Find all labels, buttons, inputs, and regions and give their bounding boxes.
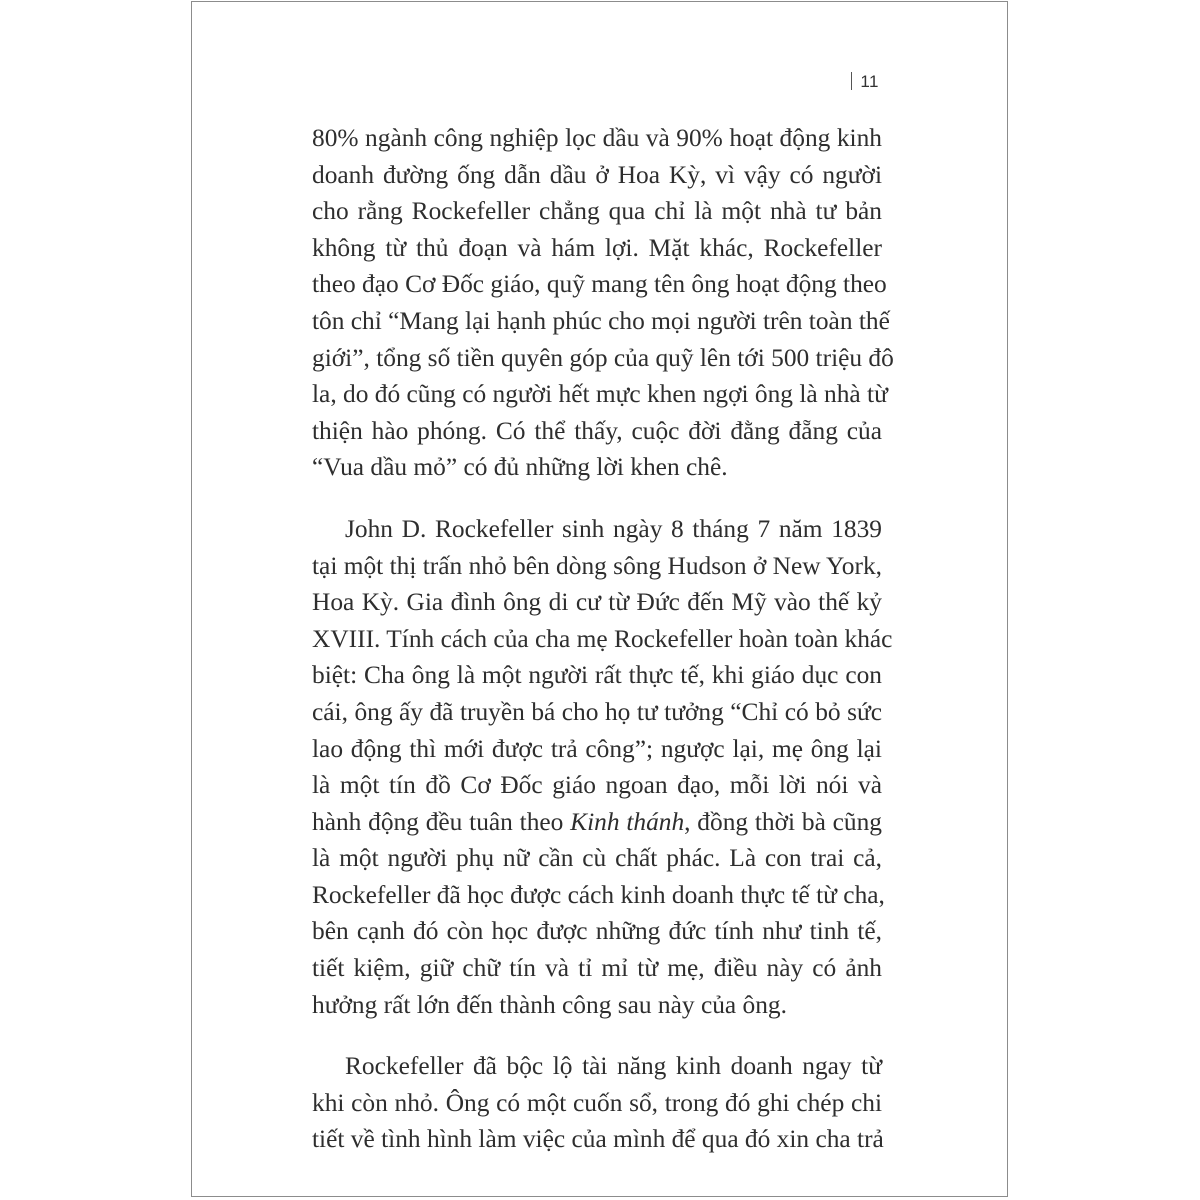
page-number — [851, 72, 879, 92]
text-line: Rockefeller đã bộc lộ tài năng kinh doanh ngay từ — [345, 1052, 882, 1081]
paragraph — [312, 120, 894, 486]
text-line: John D. Rockefeller sinh ngày 8 tháng 7 năm 1839 — [345, 514, 882, 543]
book-title-italic: Kinh thánh — [570, 807, 685, 836]
text-line: Rockefeller đã học được cách kinh doanh thực tế từ cha, — [312, 880, 885, 909]
paragraph-gap — [312, 486, 882, 511]
text-line: thiện hào phóng. Có thể thấy, cuộc đời đằng đẵng của — [312, 416, 882, 445]
text-line: doanh đường ống dẫn dầu ở Hoa Kỳ, vì vậy có người — [312, 160, 882, 189]
text-line: không từ thủ đoạn và hám lợi. Mặt khác, Rockefeller — [312, 233, 882, 262]
text-line: biệt: Cha ông là một người rất thực tế, khi giáo dục con — [312, 661, 882, 690]
text-line: 80% ngành công nghiệp lọc dầu và 90% hoạt động kinh — [312, 124, 882, 152]
paragraph-gap — [312, 1023, 882, 1048]
page-number-divider — [851, 72, 852, 90]
text-line: là một tín đồ Cơ Đốc giáo ngoan đạo, mỗi lời nói và — [312, 771, 882, 800]
text-line: XVIII. Tính cách của cha mẹ Rockefeller hoàn toàn khác — [312, 624, 893, 653]
text-line: cái, ông ấy đã truyền bá cho họ tư tưởng “Chỉ có bỏ sức — [312, 697, 882, 726]
text-line: theo đạo Cơ Đốc giáo, quỹ mang tên ông hoạt động theo — [312, 270, 887, 299]
text-line: tiết kiệm, giữ chữ tín và tỉ mỉ từ mẹ, điều này có ảnh — [312, 954, 882, 983]
text-line: bên cạnh đó còn học được những đức tính như tinh tế, — [312, 917, 882, 946]
page-number-value: 11 — [860, 72, 879, 91]
text-line: khi còn nhỏ. Ông có một cuốn sổ, trong đó ghi chép chi — [312, 1088, 882, 1117]
text-segment: , đồng thời bà cũng — [684, 807, 882, 836]
text-line: là một người phụ nữ cần cù chất phác. Là con trai cả, — [312, 844, 882, 873]
text-line: cho rằng Rockefeller chẳng qua chỉ là một nhà tư bản — [312, 197, 882, 226]
text-line: giới”, tổng số tiền quyên góp của quỹ lên tới 500 triệu đô — [312, 343, 894, 372]
text-line: la, do đó cũng có người hết mực khen ngợi ông là nhà từ — [312, 380, 888, 409]
book-page — [191, 1, 1008, 1197]
text-line: tại một thị trấn nhỏ bên dòng sông Hudson ở New York, — [312, 551, 882, 580]
text-line: “Vua dầu mỏ” có đủ những lời khen chê. — [312, 453, 728, 482]
text-line: lao động thì mới được trả công”; ngược lại, mẹ ông lại — [312, 734, 882, 763]
text-segment: hành động đều tuân theo — [312, 807, 571, 836]
paragraph — [312, 1048, 882, 1158]
body-text — [312, 120, 894, 1158]
text-line: hưởng rất lớn đến thành công sau này của ông. — [312, 990, 787, 1019]
text-line: Hoa Kỳ. Gia đình ông di cư từ Đức đến Mỹ vào thế kỷ — [312, 588, 882, 617]
paragraph — [312, 511, 893, 1023]
text-line: tôn chỉ “Mang lại hạnh phúc cho mọi người trên toàn thế — [312, 306, 890, 335]
text-line: tiết về tình hình làm việc của mình để qua đó xin cha trả — [312, 1125, 884, 1154]
text-line — [312, 804, 882, 841]
